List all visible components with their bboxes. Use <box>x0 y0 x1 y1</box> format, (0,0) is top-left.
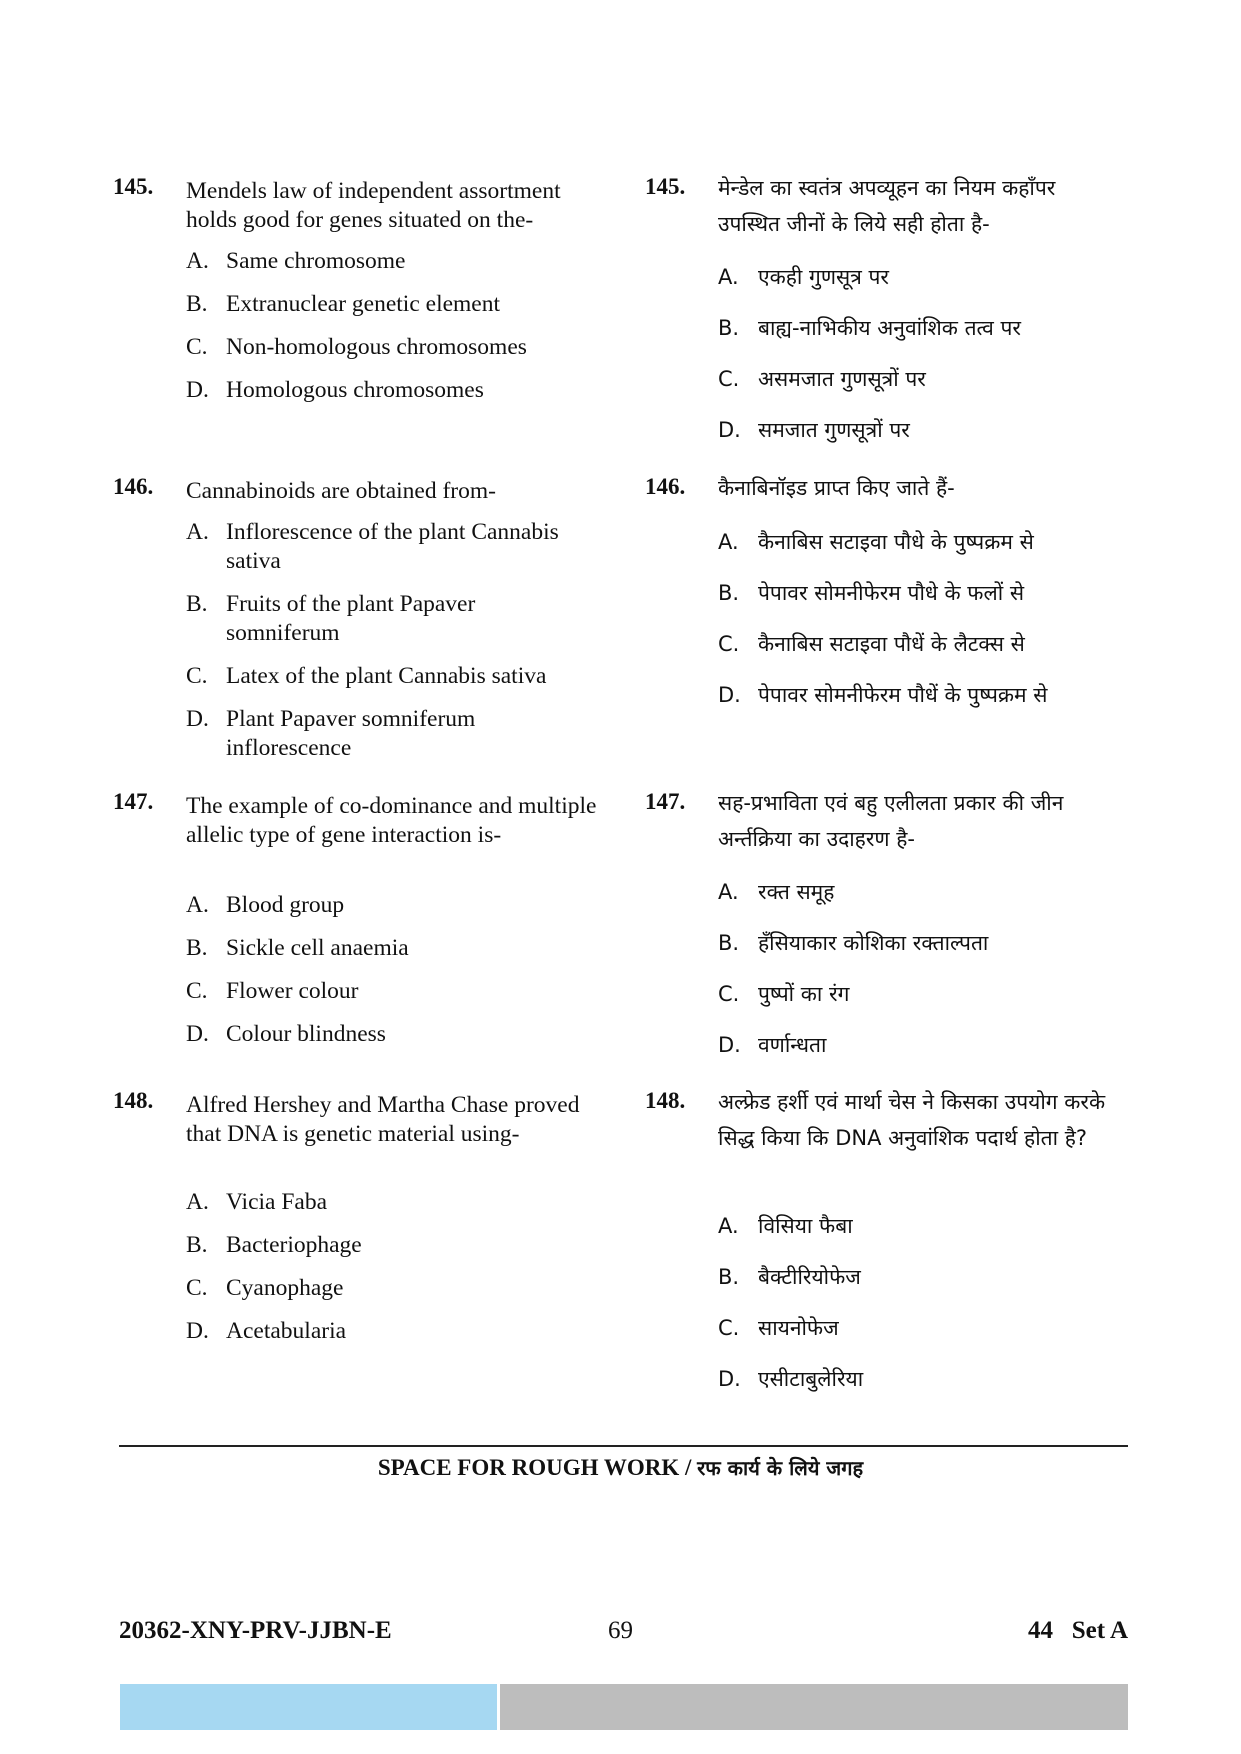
option-c: C. असमजात गुणसूत्रों पर <box>718 367 926 391</box>
option-a: A. कैनाबिस सटाइवा पौधे के पुष्पक्रम से <box>718 530 1034 554</box>
option-c: C. Latex of the plant Cannabis sativa <box>186 663 547 689</box>
option-d: D. Homologous chromosomes <box>186 377 484 403</box>
question-number: 148. <box>113 1088 154 1113</box>
option-d: D. एसीटाबुलेरिया <box>718 1367 864 1391</box>
option-d: D. Colour blindness <box>186 1021 386 1047</box>
footer-bar-left <box>120 1684 497 1730</box>
option-a: A. Same chromosome <box>186 248 406 274</box>
option-a: A. Blood group <box>186 892 345 918</box>
rough-work-english: SPACE FOR ROUGH WORK / <box>377 1455 698 1480</box>
booklet-code: 20362-XNY-PRV-JJBN-E <box>119 1617 392 1644</box>
option-c: C. सायनोफेज <box>718 1316 839 1340</box>
option-a: A. Inflorescence of the plant Cannabis sativa <box>186 519 559 574</box>
option-a: A. एकही गुणसूत्र पर <box>718 265 889 289</box>
question-text: The example of co-dominance and multiple allelic type of gene interaction is- <box>186 793 597 848</box>
option-b: B. बाह्य-नाभिकीय अनुवांशिक तत्व पर <box>718 316 1021 340</box>
option-a: A. Vicia Faba <box>186 1189 328 1215</box>
option-c: C. कैनाबिस सटाइवा पौधें के लैटक्स से <box>718 632 1025 656</box>
option-d: D. पेपावर सोमनीफेरम पौधें के पुष्पक्रम से <box>718 683 1048 707</box>
option-b: B. Sickle cell anaemia <box>186 935 409 961</box>
option-b: B. Fruits of the plant Papaver somniferum <box>186 591 476 646</box>
rough-work-heading <box>0 1454 1241 1481</box>
question-text: Cannabinoids are obtained from- <box>186 478 496 504</box>
question-number: 145. <box>113 174 154 199</box>
option-c: C. पुष्पों का रंग <box>718 982 850 1006</box>
option-a: A. विसिया फैबा <box>718 1214 853 1238</box>
question-text: सह-प्रभाविता एवं बहु एलीलता प्रकार की जीन अर्न्तक्रिया का उदाहरण है- <box>718 791 1064 851</box>
question-number: 146. <box>113 474 154 499</box>
question-number: 145. <box>645 174 686 199</box>
set-label: 44 Set A <box>1028 1617 1128 1644</box>
option-b: B. हँसियाकार कोशिका रक्ताल्पता <box>718 931 989 955</box>
option-d: D. Acetabularia <box>186 1318 347 1344</box>
question-text: अल्फ्रेड हर्शी एवं मार्था चेस ने किसका उपयोग करके सिद्ध किया कि DNA अनुवांशिक पदार्थ होता है? <box>718 1090 1106 1150</box>
option-d: D. वर्णान्धता <box>718 1033 827 1057</box>
option-d: D. समजात गुणसूत्रों पर <box>718 418 910 442</box>
divider-line <box>119 1445 1128 1447</box>
question-number: 147. <box>645 789 686 814</box>
option-b: B. बैक्टीरियोफेज <box>718 1265 861 1289</box>
question-number: 148. <box>645 1088 686 1113</box>
option-b: B. पेपावर सोमनीफेरम पौधे के फलों से <box>718 581 1025 605</box>
rough-work-hindi: रफ कार्य के लिये जगह <box>697 1456 864 1480</box>
option-d: D. Plant Papaver somniferum inflorescence <box>186 706 476 761</box>
question-text: मेन्डेल का स्वतंत्र अपव्यूहन का नियम कहाँपर उपस्थित जीनों के लिये सही होता है- <box>718 176 1056 236</box>
option-b: B. Bacteriophage <box>186 1232 362 1258</box>
question-text: Alfred Hershey and Martha Chase proved that DNA is genetic material using- <box>186 1092 580 1147</box>
option-a: A. रक्त समूह <box>718 880 835 904</box>
page-number: 69 <box>608 1617 633 1644</box>
question-number: 146. <box>645 474 686 499</box>
option-c: C. Non-homologous chromosomes <box>186 334 527 360</box>
option-b: B. Extranuclear genetic element <box>186 291 501 317</box>
option-c: C. Flower colour <box>186 978 359 1004</box>
question-number: 147. <box>113 789 154 814</box>
question-text: Mendels law of independent assortment holds good for genes situated on the- <box>186 178 561 233</box>
option-c: C. Cyanophage <box>186 1275 344 1301</box>
footer-bar-right <box>500 1684 1128 1730</box>
question-text: कैनाबिनॉइड प्राप्त किए जाते हैं- <box>718 476 955 500</box>
